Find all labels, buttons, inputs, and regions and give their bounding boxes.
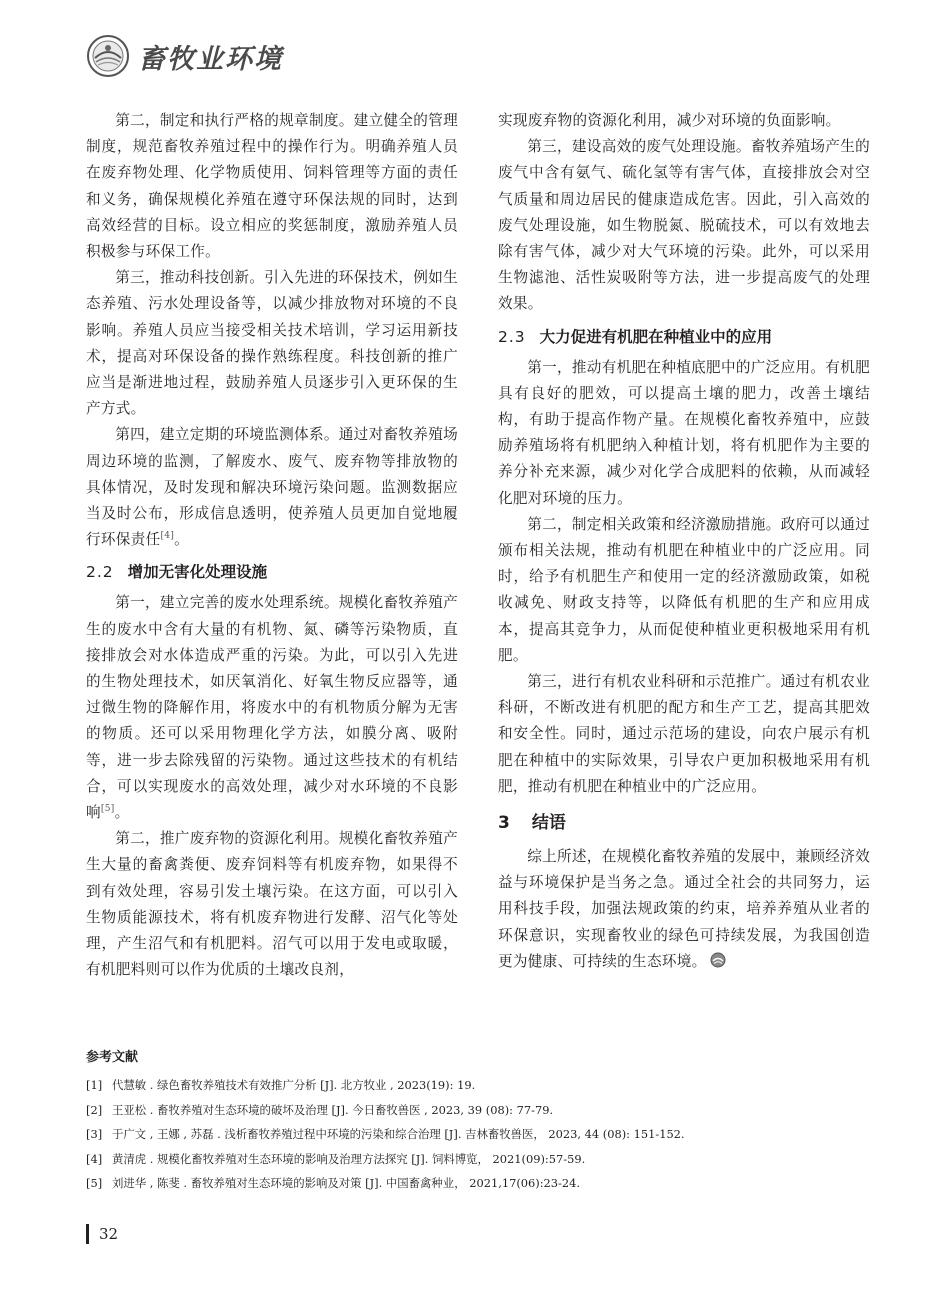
reference-item: [86, 1147, 876, 1172]
paragraph: 第三，建设高效的废气处理设施。畜牧养殖场产生的废气中含有氨气、硫化氢等有害气体，直接排放会对空气质量和周边居民的健康造成危害。因此，引入高效的废气处理设施，如生物脱氮、脱硫技术，可以有效地去除有害气体，减少对大气环境的污染。此外，可以采用生物滤池、活性炭吸附等方法，进一步提高废气的处理效果。: [498, 138, 870, 313]
section-number: 2.2: [86, 563, 114, 582]
article-end-mark-icon: [710, 952, 726, 968]
paragraph: 第三，推动科技创新。引入先进的环保技术，例如生态养殖、污水处理设备等，以减少排放物对环境的不良影响。养殖人员应当接受相关技术培训，学习运用新技术，提高对环保设备的操作熟练程度。科技创新的推广应当是渐进地过程，鼓励养殖人员逐步引入更环保的生产方式。: [86, 269, 458, 418]
paragraph: 第一，推动有机肥在种植底肥中的广泛应用。有机肥具有良好的肥效，可以提高土壤的肥力，改善土壤结构，有助于提高作物产量。在规模化畜牧养殖中，应鼓励养殖场将有机肥纳入种植计划，将有机肥作为主要的养分补充来源，减少对化学合成肥料的依赖，从而减轻化肥对环境的压力。: [498, 358, 870, 507]
journal-emblem-icon: [86, 34, 130, 78]
paragraph: [86, 590, 458, 826]
reference-index: [3]: [86, 1127, 103, 1142]
section-title: 大力促进有机肥在种植业中的应用: [539, 327, 773, 346]
section-heading-2-2: [86, 560, 458, 584]
reference-text: 于广文 , 王娜 , 苏磊 . 浅析畜牧养殖过程中环境的污染和综合治理 [J]. 吉林畜牧兽医， 2023, 44 (08): 151-152.: [112, 1127, 685, 1142]
section-number: 2.3: [498, 327, 526, 346]
reference-text: 黄清虎 . 规模化畜牧养殖对生态环境的影响及治理方法探究 [J]. 饲料博览， 2021(09):57-59.: [112, 1151, 586, 1166]
reference-text: 代慧敏 . 绿色畜牧养殖技术有效推广分析 [J]. 北方牧业 , 2023(19): 19.: [112, 1078, 476, 1092]
paragraph: 第二，推广废弃物的资源化利用。规模化畜牧养殖产生大量的畜禽粪便、废弃饲料等有机废弃物，如果得不到有效处理，容易引发土壤污染。在这方面，可以引入生物质能源技术，将有机废弃物进行发酵、沼气化等处理，产生沼气和有机肥料。沼气可以用于发电或取暖，有机肥料则可以作为优质的土壤改良剂，: [86, 830, 458, 979]
reference-index: [2]: [86, 1102, 103, 1117]
paragraph: [86, 422, 458, 553]
paragraph: [498, 844, 870, 975]
paragraph-end: 。: [114, 804, 130, 822]
page-number: 32: [99, 1225, 119, 1243]
reference-index: [4]: [86, 1151, 103, 1166]
citation-marker: [4]: [160, 531, 175, 542]
paragraph-continued: 实现废弃物的资源化利用，减少对环境的负面影响。: [498, 112, 841, 129]
journal-title: 畜牧业环境: [138, 43, 283, 75]
reference-item: [86, 1098, 876, 1123]
paragraph-text: 综上所述，在规模化畜牧养殖的发展中，兼顾经济效益与环境保护是当务之急。通过全社会的共同努力，运用科技手段，加强法规政策的约束，培养养殖从业者的环保意识，实现畜牧业的绿色可持续发展，为我国创造更为健康、可持续的生态环境。: [498, 848, 870, 970]
section-number: 3: [498, 813, 510, 834]
reference-item: [86, 1073, 876, 1098]
left-column: [86, 108, 458, 984]
reference-text: 王亚松 . 畜牧养殖对生态环境的破坏及治理 [J]. 今日畜牧兽医 , 2023, 39 (08): 77-79.: [112, 1102, 554, 1117]
footer-bar: [86, 1224, 89, 1244]
paragraph-text: 第四，建立定期的环境监测体系。通过对畜牧养殖场周边环境的监测，了解废水、废气、废弃物等排放物的具体情况，及时发现和解决环境污染问题。监测数据应当及时公布，形成信息透明，使养殖人员更加自觉地履行环保责任: [86, 426, 458, 549]
paragraph: 第三，进行有机农业科研和示范推广。通过有机农业科研，不断改进有机肥的配方和生产工艺，提高其肥效和安全性。同时，通过示范场的建设，向农户展示有机肥在种植中的实际效果，引导农户更加积极地采用有机肥，推动有机肥在种植业中的广泛应用。: [498, 673, 870, 795]
paragraph-end: 。: [174, 531, 190, 549]
page-footer: [86, 1224, 118, 1244]
reference-text: 刘进华 , 陈斐 . 畜牧养殖对生态环境的影响及对策 [J]. 中国畜禽种业， 2021,17(06):23-24.: [112, 1176, 580, 1191]
right-column: [498, 108, 870, 975]
references-section: [86, 1046, 876, 1196]
paragraph: 第二，制定相关政策和经济激励措施。政府可以通过颁布相关法规，推动有机肥在种植业中的广泛应用。同时，给予有机肥生产和使用一定的经济激励政策，如税收减免、财政支持等，以降低有机肥的生产和应用成本，提高其竞争力，从而促使种植业更积极地采用有机肥。: [498, 515, 870, 664]
section-title: 结语: [531, 813, 566, 834]
reference-index: [1]: [86, 1078, 103, 1092]
journal-header: [86, 30, 283, 82]
reference-item: [86, 1171, 876, 1196]
citation-marker: [5]: [100, 804, 115, 815]
section-title: 增加无害化处理设施: [127, 563, 268, 582]
references-title: 参考文献: [86, 1050, 139, 1065]
paragraph: 第二，制定和执行严格的规章制度。建立健全的管理制度，规范畜牧养殖过程中的操作行为。明确养殖人员在废弃物处理、化学物质使用、饲料管理等方面的责任和义务，确保规模化养殖在遵守环保法规的同时，达到高效经营的目标。设立相应的奖惩制度，激励养殖人员积极参与环保工作。: [86, 112, 458, 261]
reference-index: [5]: [86, 1176, 103, 1191]
reference-item: [86, 1122, 876, 1147]
section-heading-2-3: [498, 325, 870, 349]
section-heading-3: [498, 810, 870, 836]
paragraph-text: 第一，建立完善的废水处理系统。规模化畜牧养殖产生的废水中含有大量的有机物、氮、磷等污染物质，直接排放会对水体造成严重的污染。为此，可以引入先进的生物处理技术，如厌氧消化、好氧生物反应器等，通过微生物的降解作用，将废水中的有机物质分解为无害的物质。还可以采用物理化学方法，如膜分离、吸附等，进一步去除残留的污染物。通过这些技术的有机结合，可以实现废水的高效处理，减少对水环境的不良影响: [86, 594, 458, 822]
